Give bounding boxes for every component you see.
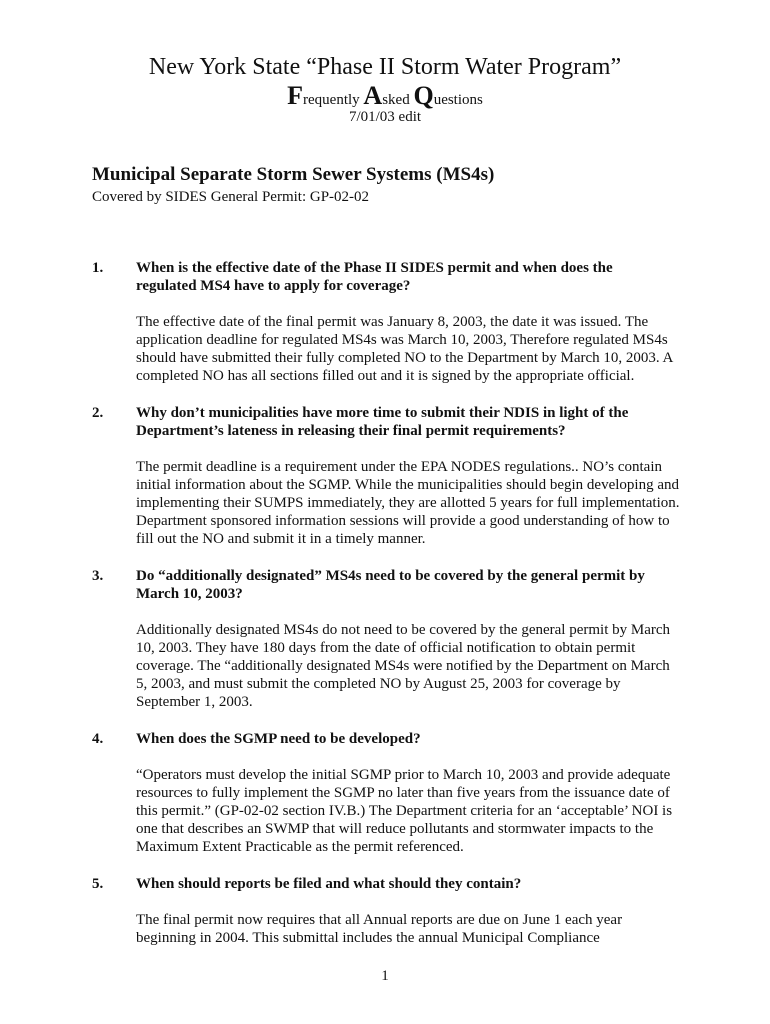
document-title: New York State “Phase II Storm Water Program” [148,54,622,80]
faq-title-a: A [363,81,383,110]
faq-answer: Additionally designated MS4s do not need to be covered by the general permit by March 10, 2003. They have 180 days from the date of official notification to obtain permit coverage. The “additionally designated MS4s were notified by the Department on March 5, 2003, and must submit the completed NO by August 25, 2003 for coverage by September 1, 2003. [136,622,671,710]
edit-date: 7/01/03 edit [348,109,422,125]
faq-number: 2. [92,405,104,421]
faq-question: Why don’t municipalities have more time to submit their NDIS in light of the Department’s lateness in releasing their final permit requirements? [136,405,629,439]
section-heading: Municipal Separate Storm Sewer Systems (MS4s) [92,164,495,185]
faq-question: Do “additionally designated” MS4s need to be covered by the general permit by March 10, 2003? [136,568,645,602]
faq-number: 3. [92,568,104,584]
faq-answer: The permit deadline is a requirement under the EPA NODES regulations.. NO’s contain initial information about the SGMP. While the municipalities should begin developing and implementing their SUMPS immediately, they are allotted 5 years for full implementation. Department sponsored information sessions will provide a good understanding of how to fill out the NO and submit it in a timely manner. [136,459,680,547]
faq-answer: The effective date of the final permit was January 8, 2003, the date it was issued. The application deadline for regulated MS4s was March 10, 2003, Therefore regulated MS4s should have submitted their fully completed NO to the Department by March 10, 2003. A completed NO has all sections filled out and it is signed by the appropriate official. [136,314,673,384]
faq-number: 5. [92,876,104,892]
faq-question: When should reports be filed and what should they contain? [136,876,522,892]
faq-answer: The final permit now requires that all Annual reports are due on June 1 each year beginning in 2004. This submittal includes the annual Municipal Compliance [136,912,623,946]
faq-title-sked: sked [382,92,414,108]
faq-answer: “Operators must develop the initial SGMP prior to March 10, 2003 and provide adequate resources to fully implement the SGMP no later than five years from the issuance date of this permit.” (GP-02-02 section IV.B.) The Department criteria for an ‘acceptable’ NOI is one that describes an SWMP that will reduce pollutants and stormwater impacts to the Maximum Extent Practicable as the permit referenced. [136,767,673,855]
page-number: 1 [381,968,389,984]
section-subheading: Covered by SIDES General Permit: GP-02-02 [92,189,370,205]
faq-title-q: Q [413,81,434,110]
faq-number: 4. [92,731,104,747]
faq-question: When is the effective date of the Phase II SIDES permit and when does the regulated MS4 have to apply for coverage? [136,260,613,294]
faq-title-requently: requently [303,92,364,108]
faq-question: When does the SGMP need to be developed? [136,731,421,747]
faq-title-f: F [287,81,304,110]
faq-title-uestions: uestions [433,92,483,108]
faq-number: 1. [92,260,104,276]
